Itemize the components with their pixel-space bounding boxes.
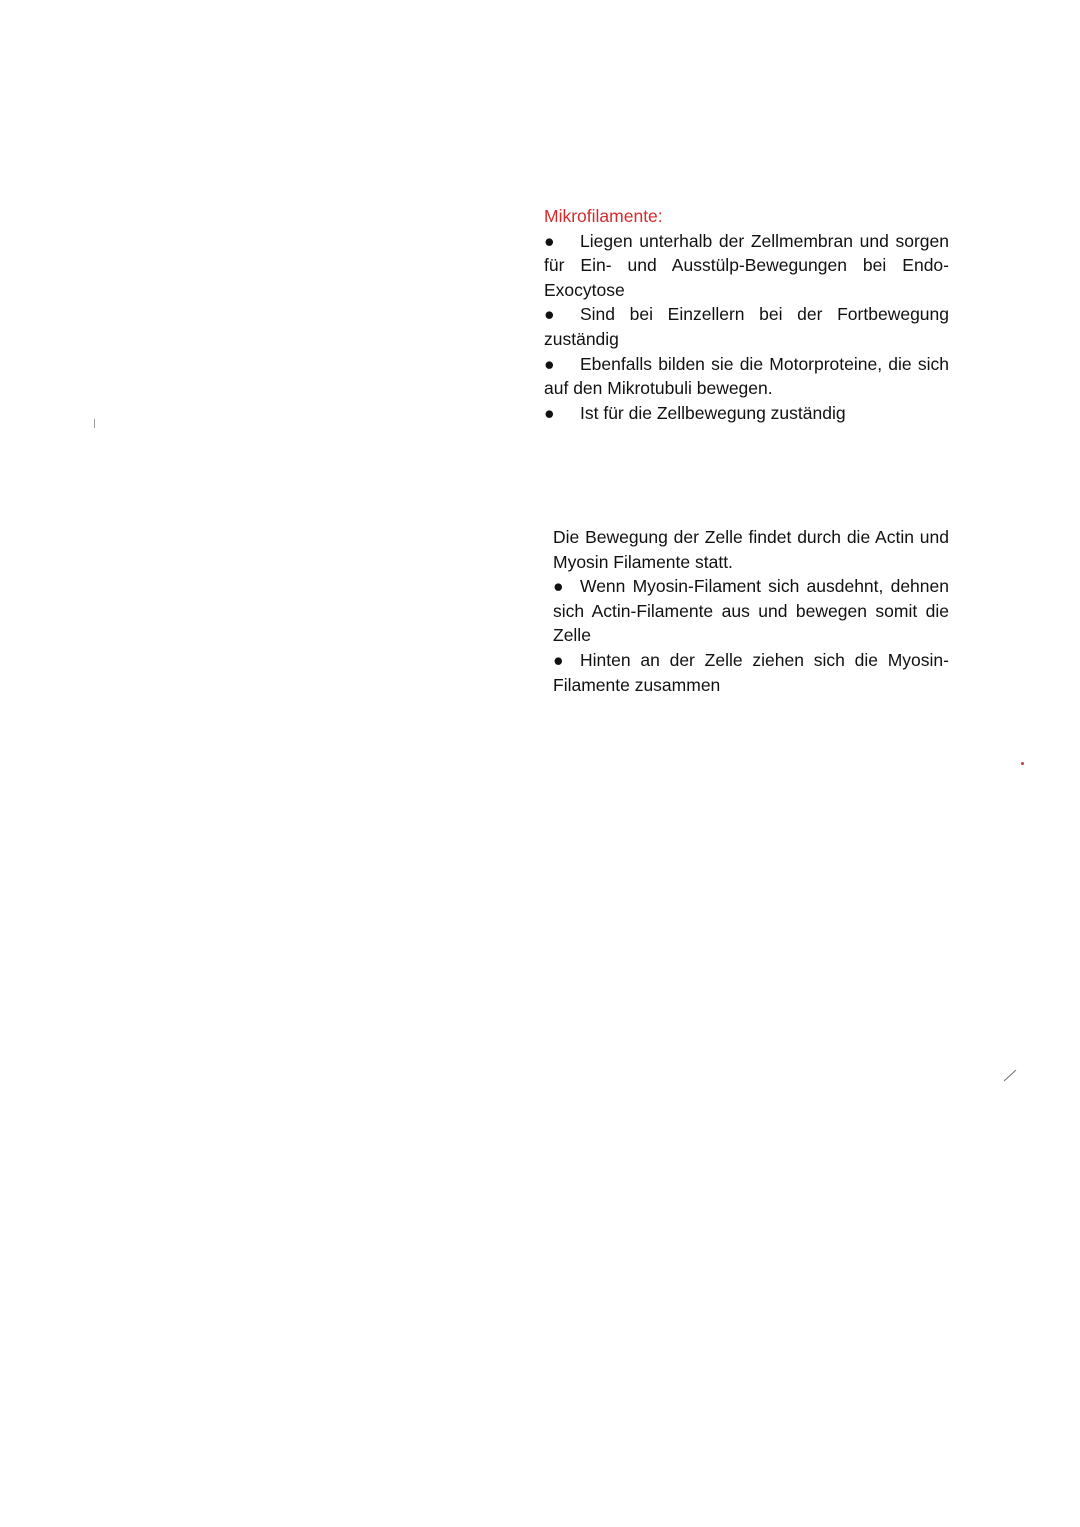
- mikrofilamente-section: [544, 204, 949, 425]
- bullet-icon: ●: [544, 353, 555, 374]
- bullet-item: [553, 574, 949, 648]
- section-heading: Mikrofilamente:: [544, 206, 663, 226]
- intro-paragraph: Die Bewegung der Zelle findet durch die Actin und Myosin Filamente statt.: [553, 527, 949, 572]
- bullet-text: Hinten an der Zelle ziehen sich die Myosin-Filamente zusammen: [553, 649, 949, 695]
- bullet-text: Sind bei Einzellern bei der Fortbewegung zuständig: [544, 304, 949, 349]
- bullet-icon: ●: [553, 576, 564, 597]
- bullet-item: [544, 352, 949, 401]
- bullet-text: Ist für die Zellbewegung zuständig: [580, 402, 846, 423]
- bullet-item: [544, 302, 949, 351]
- zellbewegung-section: [553, 525, 949, 697]
- bullet-icon: ●: [544, 304, 555, 325]
- bullet-icon: ●: [544, 402, 555, 423]
- bullet-item: [553, 648, 949, 697]
- bullet-text: Liegen unterhalb der Zellmembran und sorgen für Ein- und Ausstülp-Bewegungen bei Endo- Exocytose: [544, 230, 949, 300]
- bullet-text: Ebenfalls bilden sie die Motorproteine, die sich auf den Mikrotubuli bewegen.: [544, 353, 949, 399]
- bullet-text: Wenn Myosin-Filament sich ausdehnt, dehnen sich Actin-Filamente aus und bewegen somit die Zelle: [553, 576, 949, 646]
- bullet-icon: ●: [544, 230, 555, 251]
- scan-speck: [1021, 762, 1024, 765]
- scan-stroke: [1003, 1068, 1017, 1082]
- bullet-item: [544, 401, 949, 426]
- bullet-icon: ●: [553, 649, 564, 670]
- bullet-item: [544, 229, 949, 303]
- scan-speck: [94, 419, 95, 428]
